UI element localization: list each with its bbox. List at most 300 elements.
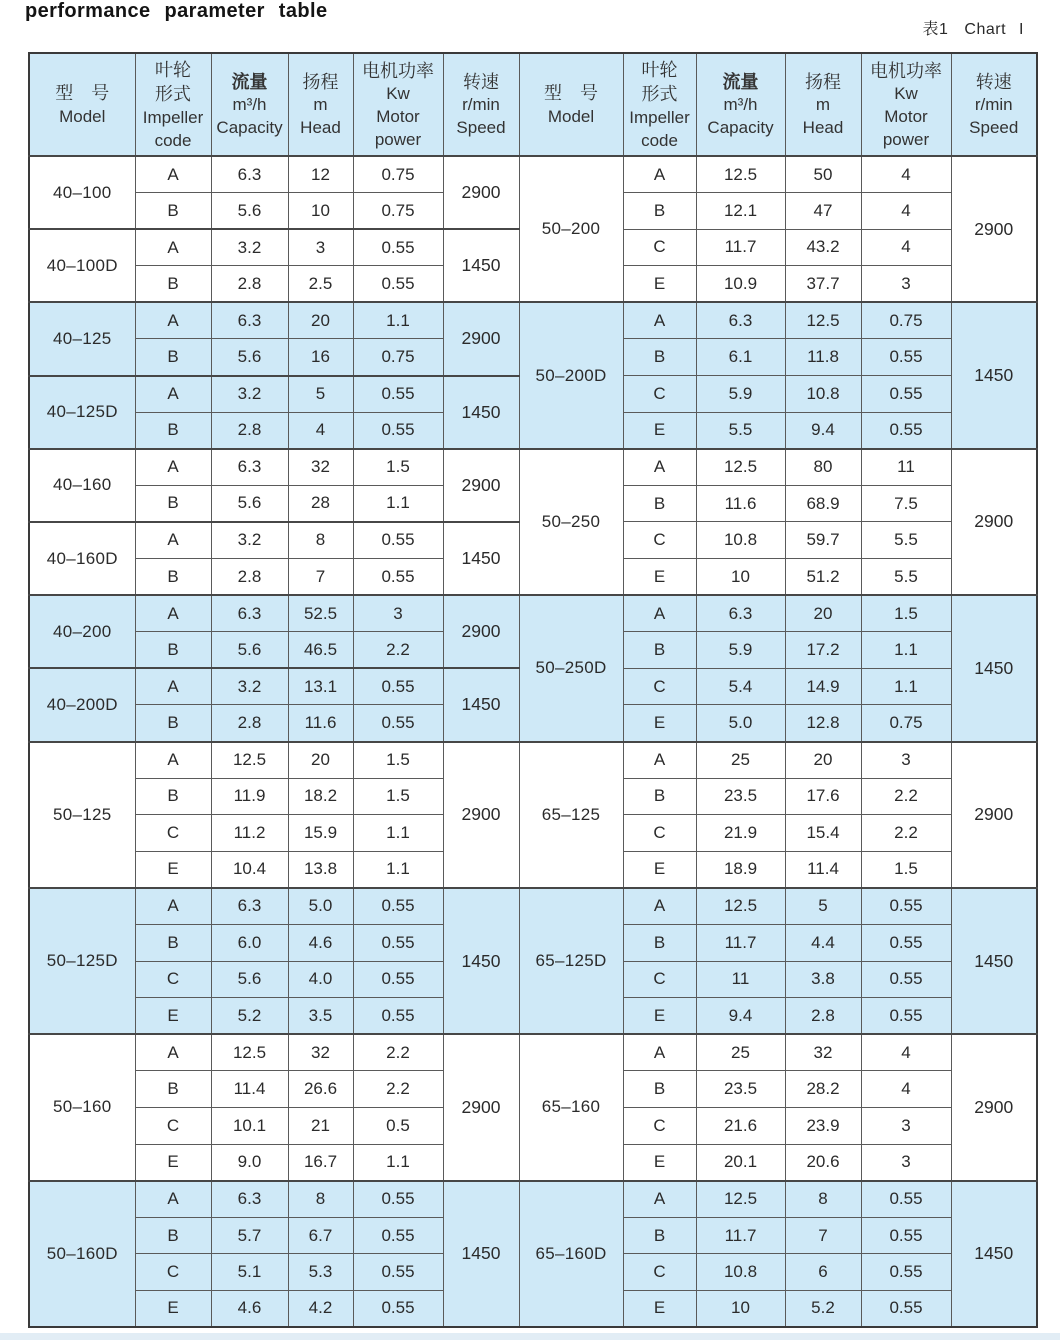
power-cell: 1.1 xyxy=(353,485,443,522)
capacity-cell: 10.4 xyxy=(211,851,288,888)
col-header-power-2-cn: 电机功率 xyxy=(870,60,942,81)
head-cell: 9.4 xyxy=(785,412,861,449)
capacity-cell: 5.6 xyxy=(211,485,288,522)
speed-cell: 2900 xyxy=(951,156,1037,302)
power-cell: 3 xyxy=(861,266,951,303)
head-cell: 3.8 xyxy=(785,961,861,998)
power-cell: 0.55 xyxy=(861,924,951,961)
model-cell: 50–125D xyxy=(29,888,135,1034)
capacity-cell: 11.7 xyxy=(696,1217,785,1254)
table-row xyxy=(29,1181,1037,1218)
capacity-cell: 5.7 xyxy=(211,1217,288,1254)
capacity-cell: 6.3 xyxy=(696,302,785,339)
impeller-code-cell: A xyxy=(623,156,696,193)
power-cell: 0.55 xyxy=(861,998,951,1035)
impeller-code-cell: E xyxy=(623,412,696,449)
power-cell: 0.55 xyxy=(353,1290,443,1327)
head-cell: 10 xyxy=(288,193,353,230)
head-cell: 12.5 xyxy=(785,302,861,339)
power-cell: 3 xyxy=(861,742,951,779)
impeller-code-cell: A xyxy=(135,742,211,779)
col-header-impeller-2-cn2: 形式 xyxy=(641,83,678,104)
head-cell: 17.6 xyxy=(785,778,861,815)
power-cell: 0.55 xyxy=(861,1254,951,1291)
head-cell: 51.2 xyxy=(785,559,861,596)
capacity-cell: 25 xyxy=(696,742,785,779)
power-cell: 4 xyxy=(861,1071,951,1108)
head-cell: 5.0 xyxy=(288,888,353,925)
impeller-code-cell: A xyxy=(135,229,211,266)
col-header-impeller-en2: code xyxy=(154,130,192,150)
col-header-head-unit: m xyxy=(313,95,328,114)
capacity-cell: 11.4 xyxy=(211,1071,288,1108)
caption-en: Chart xyxy=(964,21,1007,38)
capacity-cell: 6.3 xyxy=(211,1181,288,1218)
col-header-head xyxy=(288,53,353,156)
head-cell: 59.7 xyxy=(785,522,861,559)
power-cell: 1.1 xyxy=(353,1144,443,1181)
col-header-speed-2-en: Speed xyxy=(969,118,1019,137)
impeller-code-cell: A xyxy=(135,668,211,705)
power-cell: 1.1 xyxy=(353,815,443,852)
col-header-power-2-en2: power xyxy=(882,129,930,149)
head-cell: 32 xyxy=(785,1034,861,1071)
power-cell: 1.1 xyxy=(353,851,443,888)
col-header-capacity-cn: 流量 xyxy=(231,72,268,92)
power-cell: 0.55 xyxy=(861,412,951,449)
capacity-cell: 12.5 xyxy=(696,449,785,486)
head-cell: 5 xyxy=(288,376,353,413)
power-cell: 4 xyxy=(861,229,951,266)
impeller-code-cell: B xyxy=(135,632,211,669)
speed-cell: 1450 xyxy=(443,376,519,449)
head-cell: 7 xyxy=(785,1217,861,1254)
impeller-code-cell: B xyxy=(623,778,696,815)
capacity-cell: 5.1 xyxy=(211,1254,288,1291)
page-bottom-strip xyxy=(0,1333,1060,1340)
power-cell: 11 xyxy=(861,449,951,486)
impeller-code-cell: E xyxy=(135,851,211,888)
head-cell: 4.4 xyxy=(785,924,861,961)
head-cell: 2.5 xyxy=(288,266,353,303)
head-cell: 16 xyxy=(288,339,353,376)
model-cell: 40–160 xyxy=(29,449,135,522)
impeller-code-cell: B xyxy=(135,412,211,449)
power-cell: 1.5 xyxy=(353,778,443,815)
col-header-capacity-2-en: Capacity xyxy=(707,118,774,137)
head-cell: 20 xyxy=(288,302,353,339)
capacity-cell: 5.4 xyxy=(696,668,785,705)
head-cell: 4.0 xyxy=(288,961,353,998)
col-header-model-cn: 型 号 xyxy=(55,83,110,103)
power-cell: 4 xyxy=(861,193,951,230)
head-cell: 7 xyxy=(288,559,353,596)
col-header-head-2-cn: 扬程 xyxy=(805,72,841,92)
power-cell: 0.55 xyxy=(861,339,951,376)
impeller-code-cell: A xyxy=(135,595,211,632)
capacity-cell: 10 xyxy=(696,559,785,596)
impeller-code-cell: B xyxy=(135,339,211,376)
col-header-power-unit: Kw xyxy=(386,83,410,103)
head-cell: 13.1 xyxy=(288,668,353,705)
power-cell: 0.55 xyxy=(353,559,443,596)
head-cell: 2.8 xyxy=(785,998,861,1035)
head-cell: 4 xyxy=(288,412,353,449)
head-cell: 3 xyxy=(288,229,353,266)
model-cell: 50–200 xyxy=(519,156,623,302)
power-cell: 3 xyxy=(353,595,443,632)
power-cell: 0.75 xyxy=(353,156,443,193)
impeller-code-cell: A xyxy=(135,522,211,559)
head-cell: 43.2 xyxy=(785,229,861,266)
head-cell: 80 xyxy=(785,449,861,486)
capacity-cell: 12.5 xyxy=(696,156,785,193)
model-cell: 65–160D xyxy=(519,1181,623,1327)
impeller-code-cell: E xyxy=(135,1290,211,1327)
col-header-power-cn: 电机功率 xyxy=(362,60,434,81)
speed-cell: 2900 xyxy=(951,742,1037,888)
power-cell: 2.2 xyxy=(353,632,443,669)
power-cell: 0.55 xyxy=(353,668,443,705)
capacity-cell: 2.8 xyxy=(211,412,288,449)
col-header-speed-2-unit: r/min xyxy=(974,95,1013,114)
capacity-cell: 4.6 xyxy=(211,1290,288,1327)
speed-cell: 2900 xyxy=(443,449,519,522)
head-cell: 32 xyxy=(288,1034,353,1071)
model-cell: 40–100D xyxy=(29,229,135,302)
head-cell: 12 xyxy=(288,156,353,193)
capacity-cell: 12.5 xyxy=(211,1034,288,1071)
col-header-impeller-cn2: 形式 xyxy=(155,83,191,104)
speed-cell: 2900 xyxy=(443,302,519,375)
impeller-code-cell: A xyxy=(135,1034,211,1071)
head-cell: 11.4 xyxy=(785,851,861,888)
power-cell: 5.5 xyxy=(861,559,951,596)
power-cell: 3 xyxy=(861,1144,951,1181)
head-cell: 16.7 xyxy=(288,1144,353,1181)
head-cell: 20 xyxy=(785,742,861,779)
col-header-head-2-en: Head xyxy=(802,118,844,137)
head-cell: 28 xyxy=(288,485,353,522)
capacity-cell: 12.5 xyxy=(696,1181,785,1218)
table-row xyxy=(29,449,1037,486)
impeller-code-cell: B xyxy=(623,339,696,376)
power-cell: 0.55 xyxy=(353,412,443,449)
speed-cell: 1450 xyxy=(443,1181,519,1327)
table-row xyxy=(29,888,1037,925)
capacity-cell: 6.3 xyxy=(696,595,785,632)
capacity-cell: 9.0 xyxy=(211,1144,288,1181)
table-row xyxy=(29,1034,1037,1071)
col-header-impeller-2 xyxy=(623,53,696,156)
impeller-code-cell: B xyxy=(135,485,211,522)
col-header-impeller-2-en1: Impeller xyxy=(629,107,690,127)
col-header-capacity-unit: m³/h xyxy=(232,95,267,114)
impeller-code-cell: C xyxy=(623,961,696,998)
capacity-cell: 6.0 xyxy=(211,924,288,961)
capacity-cell: 23.5 xyxy=(696,1071,785,1108)
power-cell: 0.55 xyxy=(353,961,443,998)
impeller-code-cell: C xyxy=(623,229,696,266)
impeller-code-cell: C xyxy=(623,522,696,559)
impeller-code-cell: E xyxy=(135,998,211,1035)
capacity-cell: 11.9 xyxy=(211,778,288,815)
head-cell: 21 xyxy=(288,1107,353,1144)
model-cell: 40–200D xyxy=(29,668,135,741)
col-header-model-en: Model xyxy=(59,107,106,126)
power-cell: 4 xyxy=(861,156,951,193)
capacity-cell: 11 xyxy=(696,961,785,998)
impeller-code-cell: B xyxy=(623,1217,696,1254)
impeller-code-cell: B xyxy=(135,778,211,815)
impeller-code-cell: B xyxy=(623,632,696,669)
col-header-head-en: Head xyxy=(300,118,341,137)
caption-number: I xyxy=(1019,21,1024,38)
power-cell: 0.55 xyxy=(353,888,443,925)
impeller-code-cell: A xyxy=(623,302,696,339)
power-cell: 1.5 xyxy=(353,449,443,486)
capacity-cell: 5.5 xyxy=(696,412,785,449)
col-header-impeller-2-en2: code xyxy=(641,130,678,150)
impeller-code-cell: A xyxy=(623,1181,696,1218)
power-cell: 2.2 xyxy=(861,778,951,815)
col-header-speed xyxy=(443,53,519,156)
col-header-model-2-en: Model xyxy=(547,107,595,126)
impeller-code-cell: A xyxy=(623,742,696,779)
impeller-code-cell: C xyxy=(623,1107,696,1144)
power-cell: 1.1 xyxy=(353,302,443,339)
impeller-code-cell: E xyxy=(623,998,696,1035)
col-header-power-2 xyxy=(861,53,951,156)
impeller-code-cell: B xyxy=(135,559,211,596)
power-cell: 0.5 xyxy=(353,1107,443,1144)
model-cell: 65–160 xyxy=(519,1034,623,1180)
power-cell: 3 xyxy=(861,1107,951,1144)
power-cell: 0.55 xyxy=(861,1290,951,1327)
impeller-code-cell: A xyxy=(135,888,211,925)
capacity-cell: 21.9 xyxy=(696,815,785,852)
col-header-capacity-2-unit: m³/h xyxy=(723,95,758,114)
performance-parameter-table xyxy=(28,52,1038,1328)
impeller-code-cell: C xyxy=(623,376,696,413)
capacity-cell: 5.6 xyxy=(211,961,288,998)
head-cell: 17.2 xyxy=(785,632,861,669)
col-header-speed-2-cn: 转速 xyxy=(975,72,1012,92)
capacity-cell: 5.6 xyxy=(211,632,288,669)
impeller-code-cell: A xyxy=(135,1181,211,1218)
impeller-code-cell: B xyxy=(135,1217,211,1254)
speed-cell: 1450 xyxy=(951,302,1037,448)
power-cell: 0.55 xyxy=(353,1254,443,1291)
power-cell: 0.55 xyxy=(353,522,443,559)
power-cell: 2.2 xyxy=(861,815,951,852)
capacity-cell: 12.1 xyxy=(696,193,785,230)
power-cell: 0.55 xyxy=(353,705,443,742)
impeller-code-cell: B xyxy=(135,266,211,303)
model-cell: 40–200 xyxy=(29,595,135,668)
impeller-code-cell: A xyxy=(623,595,696,632)
capacity-cell: 6.3 xyxy=(211,888,288,925)
impeller-code-cell: C xyxy=(623,815,696,852)
col-header-capacity xyxy=(211,53,288,156)
power-cell: 4 xyxy=(861,1034,951,1071)
model-cell: 65–125D xyxy=(519,888,623,1034)
head-cell: 11.8 xyxy=(785,339,861,376)
capacity-cell: 21.6 xyxy=(696,1107,785,1144)
power-cell: 1.1 xyxy=(861,668,951,705)
speed-cell: 2900 xyxy=(951,449,1037,595)
model-cell: 40–125D xyxy=(29,376,135,449)
impeller-code-cell: A xyxy=(135,156,211,193)
speed-cell: 2900 xyxy=(443,742,519,888)
impeller-code-cell: E xyxy=(623,705,696,742)
head-cell: 28.2 xyxy=(785,1071,861,1108)
col-header-speed-2 xyxy=(951,53,1037,156)
capacity-cell: 3.2 xyxy=(211,376,288,413)
head-cell: 15.9 xyxy=(288,815,353,852)
model-cell: 40–125 xyxy=(29,302,135,375)
model-cell: 40–100 xyxy=(29,156,135,229)
speed-cell: 2900 xyxy=(443,595,519,668)
capacity-cell: 5.9 xyxy=(696,632,785,669)
impeller-code-cell: C xyxy=(623,1254,696,1291)
power-cell: 0.55 xyxy=(353,998,443,1035)
capacity-cell: 6.3 xyxy=(211,595,288,632)
capacity-cell: 5.2 xyxy=(211,998,288,1035)
capacity-cell: 2.8 xyxy=(211,705,288,742)
impeller-code-cell: C xyxy=(135,1254,211,1291)
head-cell: 68.9 xyxy=(785,485,861,522)
power-cell: 1.1 xyxy=(861,632,951,669)
model-cell: 50–200D xyxy=(519,302,623,448)
capacity-cell: 6.3 xyxy=(211,449,288,486)
power-cell: 2.2 xyxy=(353,1071,443,1108)
power-cell: 0.75 xyxy=(861,705,951,742)
col-header-capacity-2-cn: 流量 xyxy=(722,72,759,92)
impeller-code-cell: B xyxy=(135,193,211,230)
header-row xyxy=(29,53,1037,156)
capacity-cell: 20.1 xyxy=(696,1144,785,1181)
col-header-capacity-en: Capacity xyxy=(216,118,283,137)
table-row xyxy=(29,595,1037,632)
speed-cell: 1450 xyxy=(951,888,1037,1034)
impeller-code-cell: E xyxy=(623,559,696,596)
speed-cell: 2900 xyxy=(443,156,519,229)
capacity-cell: 6.3 xyxy=(211,156,288,193)
col-header-speed-unit: r/min xyxy=(462,95,500,114)
capacity-cell: 11.2 xyxy=(211,815,288,852)
head-cell: 18.2 xyxy=(288,778,353,815)
capacity-cell: 18.9 xyxy=(696,851,785,888)
power-cell: 0.55 xyxy=(353,924,443,961)
power-cell: 0.55 xyxy=(353,1217,443,1254)
head-cell: 6.7 xyxy=(288,1217,353,1254)
capacity-cell: 3.2 xyxy=(211,522,288,559)
col-header-speed-en: Speed xyxy=(456,118,506,137)
impeller-code-cell: B xyxy=(623,485,696,522)
power-cell: 5.5 xyxy=(861,522,951,559)
impeller-code-cell: E xyxy=(623,266,696,303)
col-header-power xyxy=(353,53,443,156)
capacity-cell: 10.9 xyxy=(696,266,785,303)
head-cell: 5.2 xyxy=(785,1290,861,1327)
model-cell: 50–250 xyxy=(519,449,623,595)
speed-cell: 1450 xyxy=(443,229,519,302)
power-cell: 0.55 xyxy=(353,229,443,266)
impeller-code-cell: B xyxy=(135,1071,211,1108)
impeller-code-cell: E xyxy=(623,1290,696,1327)
head-cell: 4.2 xyxy=(288,1290,353,1327)
speed-cell: 1450 xyxy=(443,522,519,595)
page-title: performance parameter table xyxy=(25,0,328,22)
power-cell: 0.55 xyxy=(353,1181,443,1218)
impeller-code-cell: A xyxy=(623,449,696,486)
head-cell: 11.6 xyxy=(288,705,353,742)
capacity-cell: 9.4 xyxy=(696,998,785,1035)
table-row xyxy=(29,156,1037,193)
col-header-speed-cn: 转速 xyxy=(463,72,499,92)
capacity-cell: 5.9 xyxy=(696,376,785,413)
model-cell: 50–125 xyxy=(29,742,135,888)
power-cell: 0.55 xyxy=(861,1181,951,1218)
impeller-code-cell: C xyxy=(623,668,696,705)
col-header-model-2 xyxy=(519,53,623,156)
power-cell: 0.75 xyxy=(861,302,951,339)
col-header-power-en2: power xyxy=(374,129,422,149)
capacity-cell: 2.8 xyxy=(211,559,288,596)
col-header-impeller xyxy=(135,53,211,156)
power-cell: 0.55 xyxy=(353,266,443,303)
impeller-code-cell: A xyxy=(135,302,211,339)
col-header-power-2-en1: Motor xyxy=(884,106,928,126)
power-cell: 0.55 xyxy=(861,888,951,925)
impeller-code-cell: C xyxy=(135,1107,211,1144)
impeller-code-cell: A xyxy=(135,376,211,413)
col-header-impeller-en1: Impeller xyxy=(142,107,204,127)
head-cell: 4.6 xyxy=(288,924,353,961)
power-cell: 1.5 xyxy=(353,742,443,779)
speed-cell: 1450 xyxy=(443,888,519,1034)
col-header-impeller-cn1: 叶轮 xyxy=(155,59,191,80)
capacity-cell: 6.1 xyxy=(696,339,785,376)
col-header-head-2 xyxy=(785,53,861,156)
head-cell: 32 xyxy=(288,449,353,486)
head-cell: 8 xyxy=(288,1181,353,1218)
capacity-cell: 10.8 xyxy=(696,1254,785,1291)
power-cell: 0.55 xyxy=(861,376,951,413)
speed-cell: 1450 xyxy=(443,668,519,741)
head-cell: 13.8 xyxy=(288,851,353,888)
speed-cell: 1450 xyxy=(951,1181,1037,1327)
table-caption xyxy=(923,16,1024,39)
head-cell: 15.4 xyxy=(785,815,861,852)
table-row xyxy=(29,302,1037,339)
power-cell: 1.5 xyxy=(861,851,951,888)
col-header-head-2-unit: m xyxy=(815,95,831,114)
impeller-code-cell: E xyxy=(623,1144,696,1181)
head-cell: 6 xyxy=(785,1254,861,1291)
capacity-cell: 23.5 xyxy=(696,778,785,815)
capacity-cell: 12.5 xyxy=(211,742,288,779)
impeller-code-cell: B xyxy=(623,193,696,230)
col-header-model xyxy=(29,53,135,156)
power-cell: 0.75 xyxy=(353,339,443,376)
col-header-power-en1: Motor xyxy=(376,106,420,126)
capacity-cell: 6.3 xyxy=(211,302,288,339)
capacity-cell: 5.6 xyxy=(211,339,288,376)
model-cell: 65–125 xyxy=(519,742,623,888)
impeller-code-cell: A xyxy=(623,1034,696,1071)
